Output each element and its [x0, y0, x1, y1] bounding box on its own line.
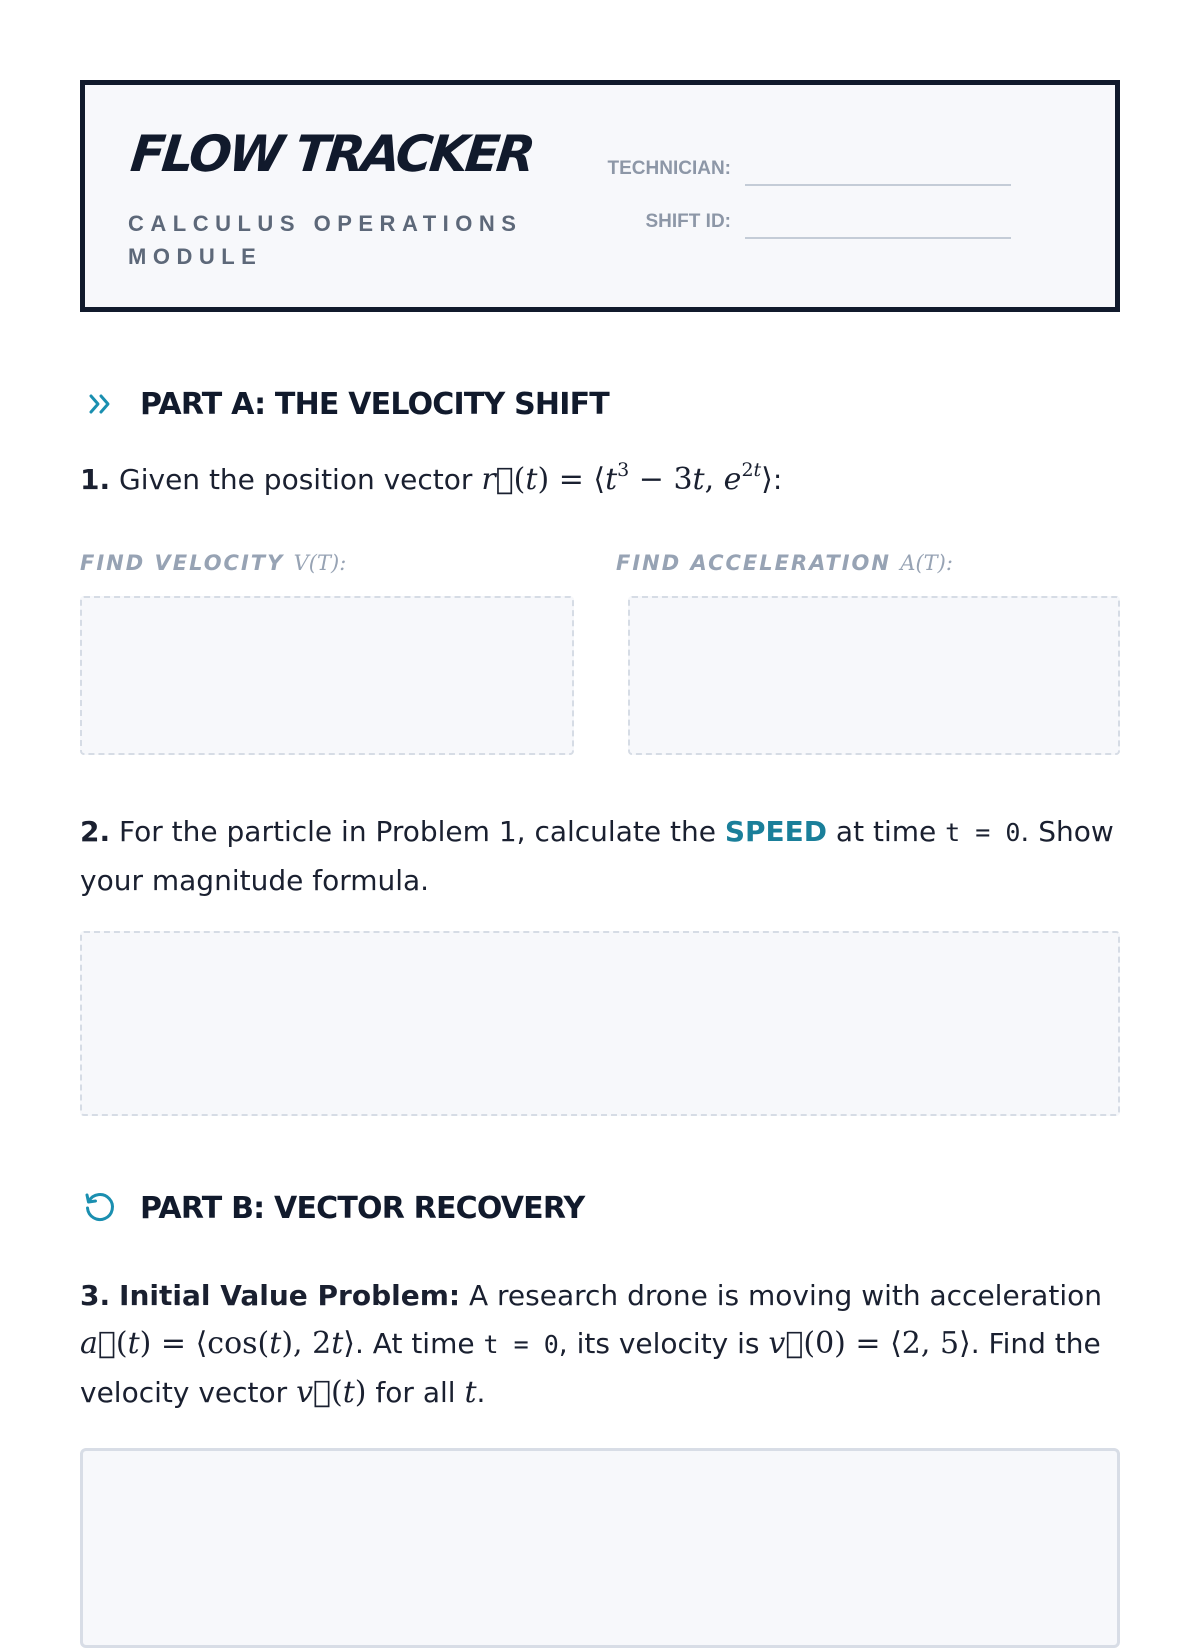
- velocity-vector-formula: v⃗(t): [296, 1375, 367, 1410]
- header-box: [80, 80, 1120, 312]
- find-velocity-label: FIND VELOCITY V(T):: [80, 551, 347, 575]
- acceleration-formula: a⃗(t) = ⟨cos(t), 2t⟩: [80, 1326, 355, 1361]
- initial-velocity-formula: v⃗(0) = ⟨2, 5⟩: [768, 1326, 971, 1361]
- time-code-2: t = 0: [483, 1330, 559, 1359]
- problem-3: 3. Initial Value Problem: A research drone is moving with acceleration a⃗(t) = ⟨cos(t), 2t⟩. At time t = 0, its velocity is v⃗(0) = ⟨2, 5⟩. Find the velocity vector v⃗(t) for all t.: [80, 1279, 1102, 1410]
- problem-1-text: Given the position vector: [119, 463, 473, 496]
- variable-t: t: [464, 1375, 477, 1410]
- speed-highlight: SPEED: [724, 815, 828, 848]
- acceleration-answer-box[interactable]: [628, 596, 1120, 755]
- shift-id-row: [581, 207, 1011, 239]
- technician-field[interactable]: [745, 154, 1011, 186]
- double-chevron-right-icon: [80, 384, 120, 424]
- velocity-vector-answer-box[interactable]: [80, 1448, 1120, 1648]
- section-heading-part-b: [80, 1188, 584, 1228]
- time-code: t = 0: [945, 818, 1021, 847]
- problem-1: [80, 456, 1120, 504]
- problem-3-number: 3.: [80, 1279, 111, 1312]
- shift-id-field[interactable]: [745, 207, 1011, 239]
- section-heading-part-a: [80, 384, 609, 424]
- technician-label: TECHNICIAN:: [607, 158, 731, 179]
- page-title: FLOW TRACKER: [127, 125, 536, 183]
- problem-1-number: 1.: [80, 463, 111, 496]
- position-vector-formula: r⃗(t) = $⟨t^3 - 3t$, $e^{2t}⟩$: [481, 459, 773, 497]
- shift-id-label: SHIFT ID:: [645, 211, 731, 232]
- part-a-title: PART A: THE VELOCITY SHIFT: [140, 386, 609, 422]
- undo-circle-icon: [80, 1188, 120, 1228]
- problem-2-number: 2.: [80, 815, 111, 848]
- problem-2: 2. For the particle in Problem 1, calculate the SPEED at time t = 0. Show your magnitude formula.: [80, 815, 1114, 897]
- part-b-title: PART B: VECTOR RECOVERY: [140, 1190, 585, 1226]
- speed-answer-box[interactable]: [80, 931, 1120, 1116]
- problem-1-suffix: :: [772, 463, 783, 496]
- technician-row: [581, 154, 1011, 186]
- velocity-answer-box[interactable]: [80, 596, 574, 755]
- find-acceleration-label: FIND ACCELERATION A(T):: [616, 551, 953, 575]
- problem-3-bold-label: Initial Value Problem:: [119, 1279, 461, 1312]
- page-subtitle: CALCULUS OPERATIONS MODULE: [128, 211, 523, 269]
